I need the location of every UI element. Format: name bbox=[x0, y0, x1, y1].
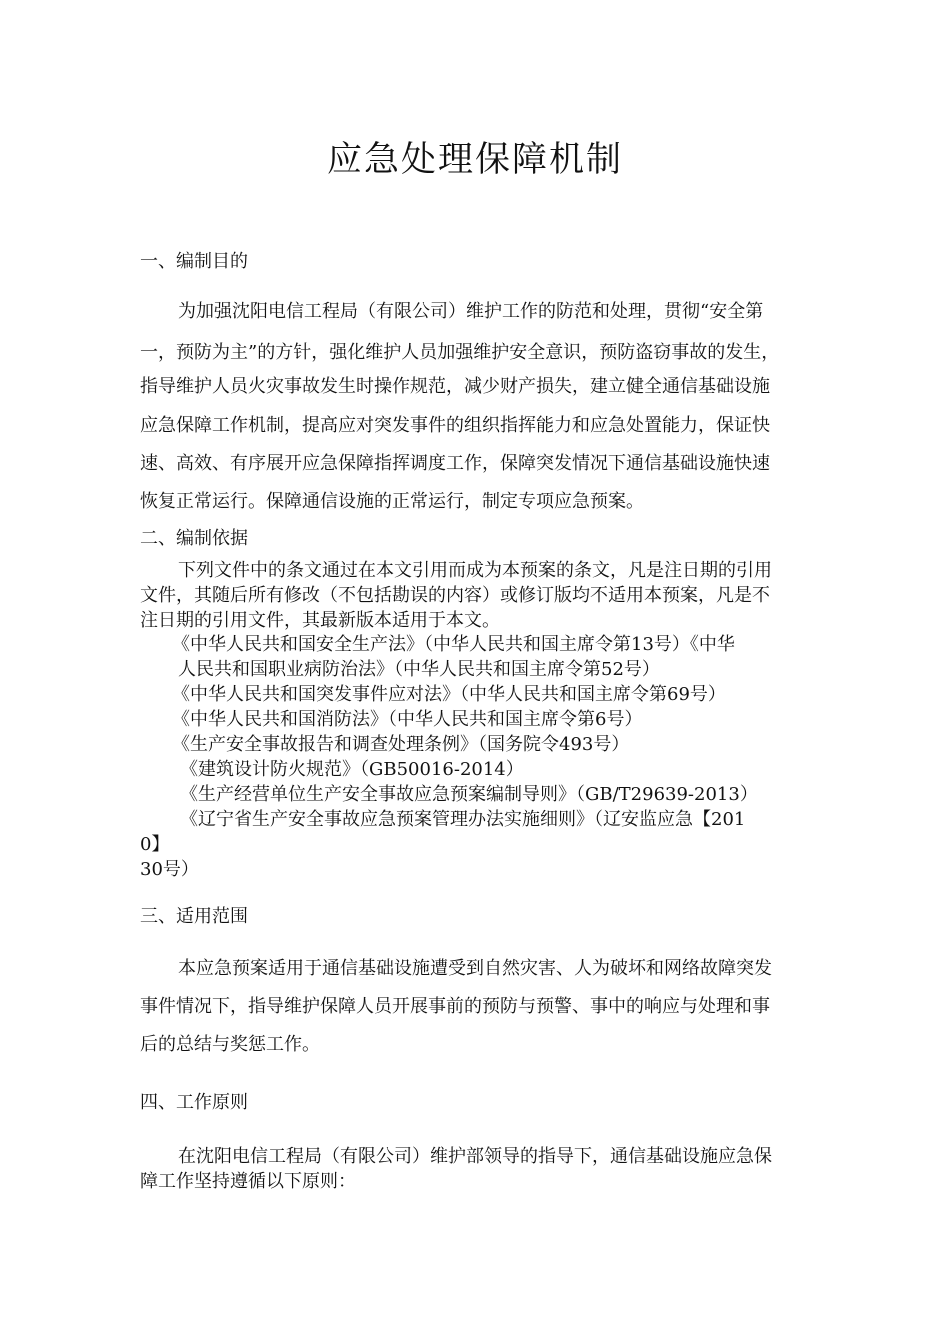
reference-line: 《生产安全事故报告和调查处理条例》（国务院令493号） bbox=[172, 734, 630, 755]
reference-line: 《中华人民共和国安全生产法》（中华人民共和国主席令第13号）《中华 bbox=[172, 634, 735, 655]
reference-line: 《中华人民共和国消防法》（中华人民共和国主席令第6号） bbox=[172, 709, 643, 730]
paragraph-line: 文件，其随后所有修改（不包括勘误的内容）或修订版均不适用本预案，凡是不 bbox=[140, 585, 770, 606]
section-heading-scope: 三、适用范围 bbox=[140, 906, 248, 927]
paragraph-line: 恢复正常运行。保障通信设施的正常运行，制定专项应急预案。 bbox=[140, 491, 644, 512]
section-heading-purpose: 一、编制目的 bbox=[140, 251, 248, 272]
reference-line: 30号） bbox=[140, 859, 199, 880]
paragraph-line: 速、高效、有序展开应急保障指挥调度工作，保障突发情况下通信基础设施快速 bbox=[140, 453, 770, 474]
paragraph-line: 障工作坚持遵循以下原则： bbox=[140, 1171, 356, 1192]
reference-line: 《中华人民共和国突发事件应对法》（中华人民共和国主席令第69号） bbox=[172, 684, 726, 705]
paragraph-line: 为加强沈阳电信工程局（有限公司）维护工作的防范和处理，贯彻“安全第 bbox=[178, 301, 764, 322]
paragraph-line: 一，预防为主”的方针，强化维护人员加强维护安全意识，预防盗窃事故的发生， bbox=[140, 342, 780, 363]
reference-line: 《辽宁省生产安全事故应急预案管理办法实施细则》（辽安监应急【201 bbox=[180, 809, 746, 830]
paragraph-line: 事件情况下，指导维护保障人员开展事前的预防与预警、事中的响应与处理和事 bbox=[140, 996, 770, 1017]
paragraph-line: 在沈阳电信工程局（有限公司）维护部领导的指导下，通信基础设施应急保 bbox=[178, 1146, 772, 1167]
paragraph-line: 注日期的引用文件，其最新版本适用于本文。 bbox=[140, 610, 500, 631]
reference-line: 《建筑设计防火规范》（GB50016-2014） bbox=[180, 759, 524, 780]
paragraph-line: 指导维护人员火灾事故发生时操作规范，减少财产损失，建立健全通信基础设施 bbox=[140, 376, 770, 397]
reference-line: 《生产经营单位生产安全事故应急预案编制导则》（GB/T29639-2013） bbox=[180, 784, 758, 805]
paragraph-line: 本应急预案适用于通信基础设施遭受到自然灾害、人为破坏和网络故障突发 bbox=[178, 958, 772, 979]
section-heading-basis: 二、编制依据 bbox=[140, 528, 248, 549]
reference-line: 人民共和国职业病防治法》（中华人民共和国主席令第52号） bbox=[178, 659, 660, 680]
reference-line: 0】 bbox=[140, 834, 170, 855]
paragraph-line: 后的总结与奖惩工作。 bbox=[140, 1034, 320, 1055]
document-title: 应急处理保障机制 bbox=[326, 140, 623, 180]
paragraph-line: 下列文件中的条文通过在本文引用而成为本预案的条文，凡是注日期的引用 bbox=[178, 560, 772, 581]
section-heading-principles: 四、工作原则 bbox=[140, 1092, 248, 1113]
paragraph-line: 应急保障工作机制，提高应对突发事件的组织指挥能力和应急处置能力，保证快 bbox=[140, 415, 770, 436]
